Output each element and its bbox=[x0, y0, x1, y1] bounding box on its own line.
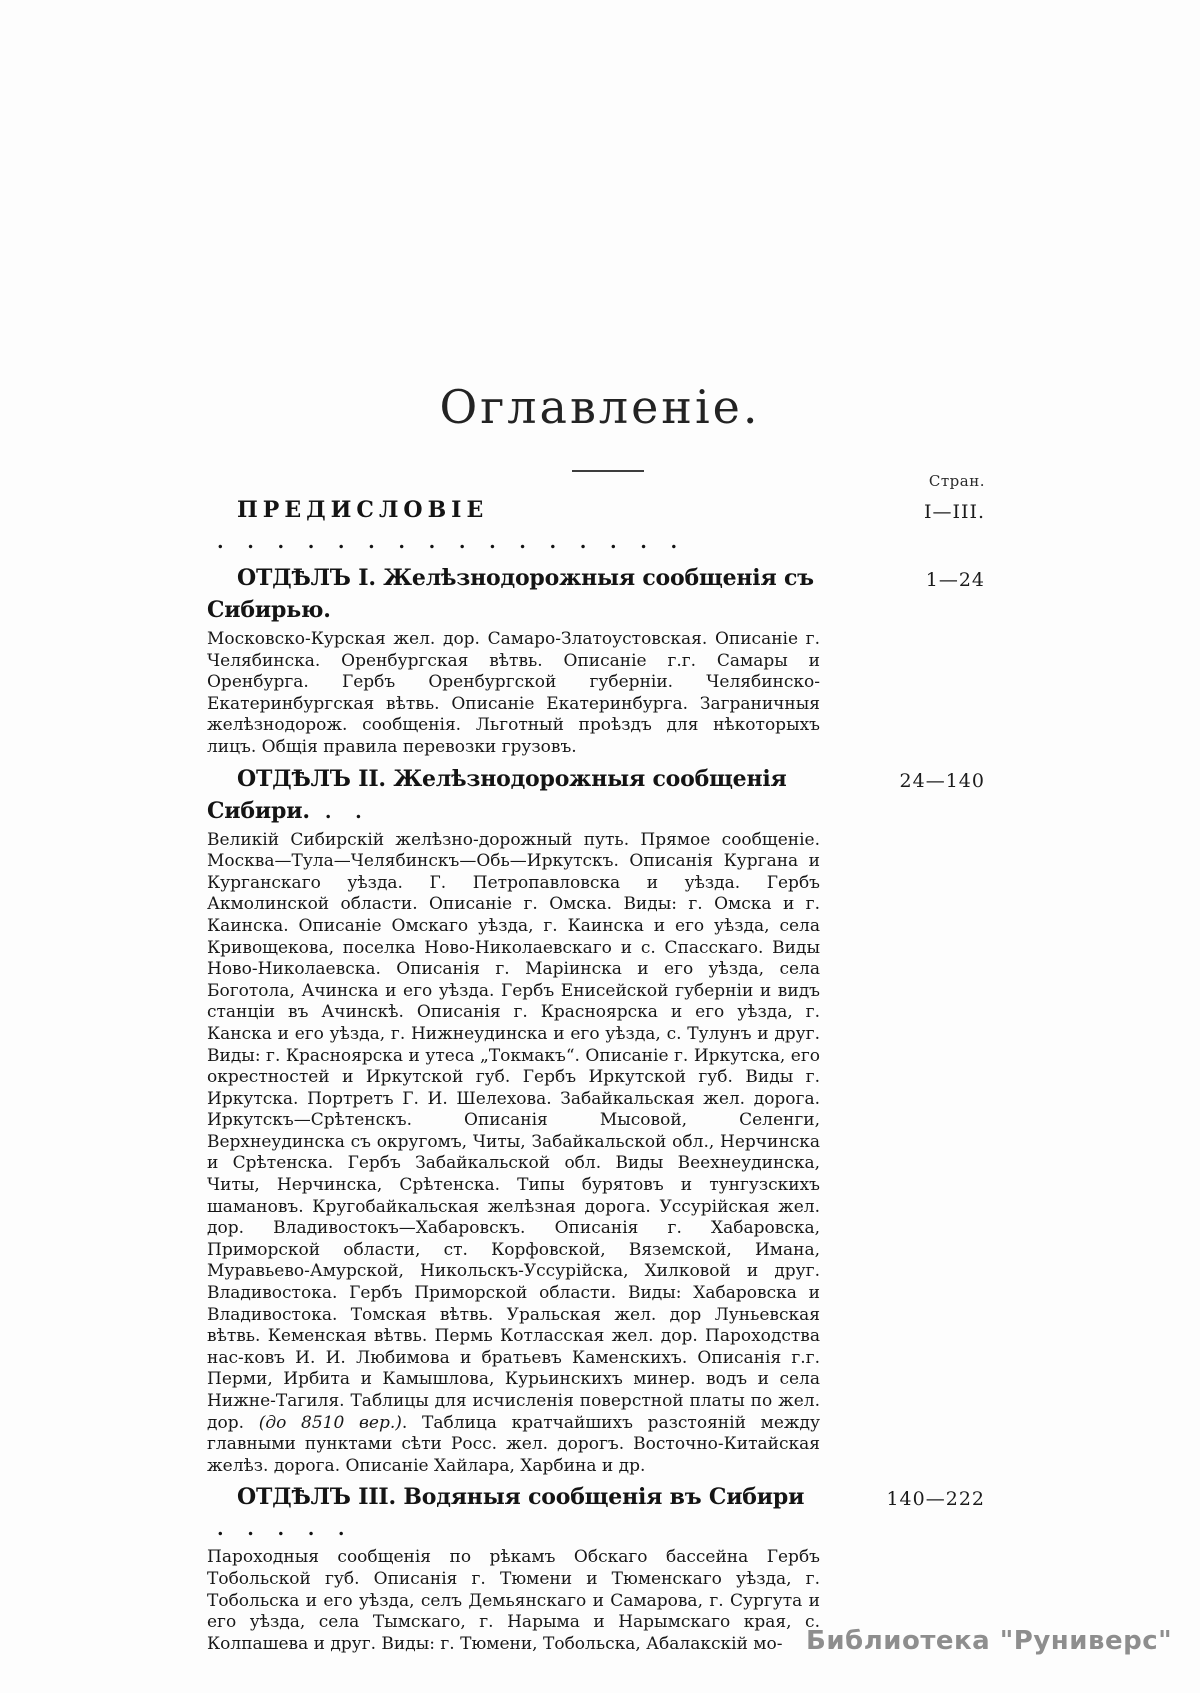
toc-entry-heading: ПРЕДИСЛОВІЕ bbox=[237, 497, 489, 523]
runivers-library-watermark: Библиотека "Руниверс" bbox=[806, 1626, 1173, 1656]
toc-entry-row bbox=[207, 1482, 985, 1545]
dot-leader: . . bbox=[324, 800, 362, 823]
section-description: Пароходныя сообщенія по рѣкамъ Обскаго бассейна Гербъ Тобольской губ. Описанія г. Тюмени и Тюменскаго уѣзда, г. Тобольска и его уѣзда, селъ Демьянскаго и Самарова, г. Сургута и его уѣзда, села Тымскаго, г. Нарыма и Нарымскаго края, с. Колпашева и друг. Виды: г. Тюмени, Тобольска, Абалакскій мо- bbox=[207, 1547, 820, 1654]
description-italic-note: (до 8510 вер.) bbox=[258, 1412, 402, 1433]
dot-leader: . . . . . . . . . . . . . . . . bbox=[217, 531, 678, 553]
toc-entry-row bbox=[207, 495, 985, 558]
table-of-contents bbox=[207, 472, 985, 1655]
pages-column-header: Стран. bbox=[928, 472, 985, 490]
dot-leader: . . . . . bbox=[217, 1518, 345, 1541]
toc-entry-preface bbox=[207, 495, 985, 558]
description-text: . Таблица кратчайшихъ разстояній между главными пунктами сѣти Росс. жел. дорогъ. Восточно-Китайская желѣз. дорога. Описаніе Хайлара, Харбина и др. bbox=[207, 1412, 820, 1476]
page-range: 24—140 bbox=[899, 769, 985, 792]
page-title: Оглавленіе. bbox=[439, 380, 761, 434]
page-range: I—III. bbox=[923, 501, 985, 523]
section-description bbox=[207, 830, 820, 1478]
toc-entry-row bbox=[207, 563, 985, 627]
toc-entry-heading: ОТДѢЛЪ I. Желѣзнодорожныя сообщенія съ Сибирью. bbox=[207, 565, 814, 623]
section-description: Московско-Курская жел. дор. Самаро-Златоустовская. Описаніе г. Челябинска. Оренбургская вѣтвь. Описаніе г.г. Самары и Оренбурга. Гербъ Оренбургской губерніи. Челябинско-Екатеринбургская вѣтвь. Описаніе Екатеринбурга. Заграничныя желѣзнодорож. сообщенія. Льготный проѣздъ для нѣкоторыхъ лицъ. Общія правила перевозки грузовъ. bbox=[207, 629, 820, 757]
toc-entry-row bbox=[207, 764, 985, 828]
toc-entry-section-1 bbox=[207, 563, 985, 759]
toc-entry-heading: ОТДѢЛЪ II. Желѣзнодорожныя сообщенія Сибири. bbox=[207, 765, 787, 824]
description-text: Великій Сибирскій желѣзно-дорожный путь. Прямое сообщеніе. Москва—Тула—Челябинскъ—Обь—Иркутскъ. Описанія Кургана и Курганскаго уѣзда. Г. Петропавловска и уѣзда. Гербъ Акмолинской области. Описаніе г. Омска. Виды: г. Омска и г. Каинска. Описаніе Омскаго уѣзда, г. Каинска и его уѣзда, села Кривощекова, поселка Ново-Николаевскаго и с. Спасскаго. Виды Ново-Николаевска. Описанія г. Маріинска и его уѣзда, села Боготола, Ачинска и его уѣзда. Гербъ Енисейской губерніи и видъ станціи въ Ачинскѣ. Описанія г. Красноярска и его уѣзда, г. Канска и его уѣзда, г. Нижнеудинска и его уѣзда, с. Тулунъ и друг. Виды: г. Красноярска и утеса „Токмакъ“. Описаніе г. Иркутска, его окрестностей и Иркутской губ. Гербъ Иркутской губ. Виды г. Иркутска. Портретъ Г. И. Шелехова. Забайкальская жел. дорога. Иркутскъ—Срѣтенскъ. Описанія Мысовой, Селенги, Верхнеудинска съ округомъ, Читы, Забайкальской обл., Нерчинска и Срѣтенска. Гербъ Забайкальской обл. Виды Веехнеудинска, Читы, Нерчинска, Срѣтенска. Типы бурятовъ и тунгузскихъ шамановъ. Кругобайкальская желѣзная дорога. Уссурійская жел. дор. Владивостокъ—Хабаровскъ. Описанія г. Хабаровска, Приморской области, ст. Корфовской, Вяземской, Имана, Муравьево-Амурской, Никольскъ-Уссурійска, Хилковой и друг. Владивостока. Гербъ Приморской области. Виды: Хабаровска и Владивостока. Томская вѣтвь. Уральская жел. дор Луньевская вѣтвь. Кеменская вѣтвь. Пермь Котласская жел. дор. Пароходства нас-ковъ И. И. Любимова и братьевъ Каменскихъ. Описанія г.г. Перми, Ирбита и Камышлова, Курьинскихъ минер. водъ и села Нижне-Тагиля. Таблицы для исчисленія поверстной платы по жел. дор. bbox=[207, 829, 820, 1433]
toc-entry-section-2 bbox=[207, 764, 985, 1478]
page-range: 1—24 bbox=[925, 569, 985, 591]
toc-entry-heading: ОТДѢЛЪ III. Водяныя сообщенія въ Сибири bbox=[237, 1484, 805, 1511]
page-range: 140—222 bbox=[886, 1488, 985, 1511]
